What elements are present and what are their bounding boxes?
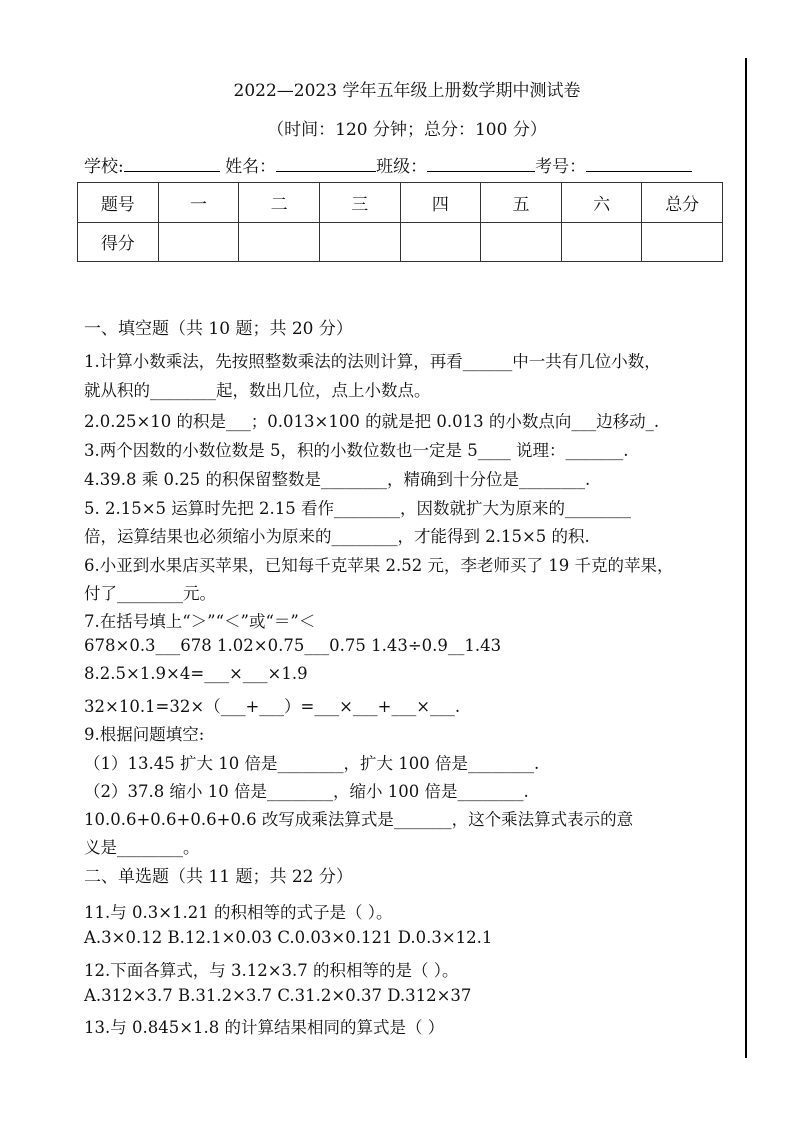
question-line: 32×10.1=32×（___+___）=___×___+___×___. xyxy=(84,697,461,716)
score-cell[interactable] xyxy=(561,222,642,262)
question-line: 8.2.5×1.9×4=___×___×1.9 xyxy=(84,664,308,683)
class-field[interactable] xyxy=(427,155,535,172)
question-line: 义是________。 xyxy=(84,838,200,857)
exam-number-label: 考号： xyxy=(535,157,587,177)
name-label: 姓名： xyxy=(225,157,277,177)
score-cell[interactable] xyxy=(642,222,723,262)
school-label: 学校: xyxy=(84,157,124,177)
question-line: （1）13.45 扩大 10 倍是________，扩大 100 倍是________. xyxy=(84,754,540,773)
question-line: 付了________元。 xyxy=(84,584,216,603)
question-line: 11.与 0.3×1.21 的积相等的式子是（ ）。 xyxy=(84,903,393,922)
question-line: （2）37.8 缩小 10 倍是________，缩小 100 倍是________. xyxy=(84,782,529,801)
options-line: A.3×0.12 B.12.1×0.03 C.0.03×0.121 D.0.3×12.1 xyxy=(84,928,493,947)
table-cell: 三 xyxy=(319,183,400,223)
section-heading-fill-blank: 一、填空题（共 10 题；共 20 分） xyxy=(84,319,353,339)
table-cell: 一 xyxy=(158,183,239,223)
score-cell[interactable] xyxy=(239,222,320,262)
question-line: 5. 2.15×5 运算时先把 2.15 看作________，因数就扩大为原来的________ xyxy=(84,499,632,518)
score-cell[interactable] xyxy=(481,222,562,262)
margin-line xyxy=(745,58,747,1058)
score-cell[interactable] xyxy=(400,222,481,262)
question-line: 7.在括号填上“＞”“＜”或“＝”＜ xyxy=(84,612,316,631)
student-info-line xyxy=(84,152,692,177)
table-cell: 题号 xyxy=(78,183,159,223)
table-cell: 得分 xyxy=(78,222,159,262)
school-field[interactable] xyxy=(124,155,220,172)
exam-subtitle: （时间：120 分钟；总分：100 分） xyxy=(267,120,547,140)
table-cell: 五 xyxy=(481,183,562,223)
question-line: 2.0.25×10 的积是___；0.013×100 的就是把 0.013 的小数点向___边移动_. xyxy=(84,412,660,431)
question-line: 4.39.8 乘 0.25 的积保留整数是________，精确到十分位是________. xyxy=(84,470,591,489)
question-line: 1.计算小数乘法，先按照整数乘法的法则计算，再看______中一共有几位小数， xyxy=(84,352,661,371)
options-line: A.312×3.7 B.31.2×3.7 C.31.2×0.37 D.312×37 xyxy=(84,986,472,1005)
table-cell: 四 xyxy=(400,183,481,223)
exam-title: 2022—2023 学年五年级上册数学期中测试卷 xyxy=(233,81,581,101)
score-cell[interactable] xyxy=(319,222,400,262)
question-line: 就从积的________起，数出几位，点上小数点。 xyxy=(84,381,431,400)
question-line: 6.小亚到水果店买苹果，已知每千克苹果 2.52 元，李老师买了 19 千克的苹果， xyxy=(84,556,674,575)
table-cell: 二 xyxy=(239,183,320,223)
score-cell[interactable] xyxy=(158,222,239,262)
section-heading-single-choice: 二、单选题（共 11 题；共 22 分） xyxy=(84,867,353,887)
question-line: 13.与 0.845×1.8 的计算结果相同的算式是（ ） xyxy=(84,1018,445,1037)
question-line: 3.两个因数的小数位数是 5，积的小数位数也一定是 5____ 说理：_______. xyxy=(84,441,629,460)
name-field[interactable] xyxy=(276,155,376,172)
table-cell: 六 xyxy=(561,183,642,223)
question-line: 678×0.3___678 1.02×0.75___0.75 1.43÷0.9__1.43 xyxy=(84,636,502,655)
class-label: 班级： xyxy=(376,157,428,177)
table-row xyxy=(78,222,723,262)
question-line: 10.0.6+0.6+0.6+0.6 改写成乘法算式是_______，这个乘法算式表示的意 xyxy=(84,810,634,829)
score-table xyxy=(77,182,723,262)
table-cell: 总分 xyxy=(642,183,723,223)
question-line: 12.下面各算式，与 3.12×3.7 的积相等的是（ ）。 xyxy=(84,961,459,980)
table-row xyxy=(78,183,723,223)
question-line: 倍，运算结果也必须缩小为原来的________，才能得到 2.15×5 的积. xyxy=(84,527,590,546)
exam-number-field[interactable] xyxy=(586,155,692,172)
question-line: 9.根据问题填空: xyxy=(84,725,205,744)
